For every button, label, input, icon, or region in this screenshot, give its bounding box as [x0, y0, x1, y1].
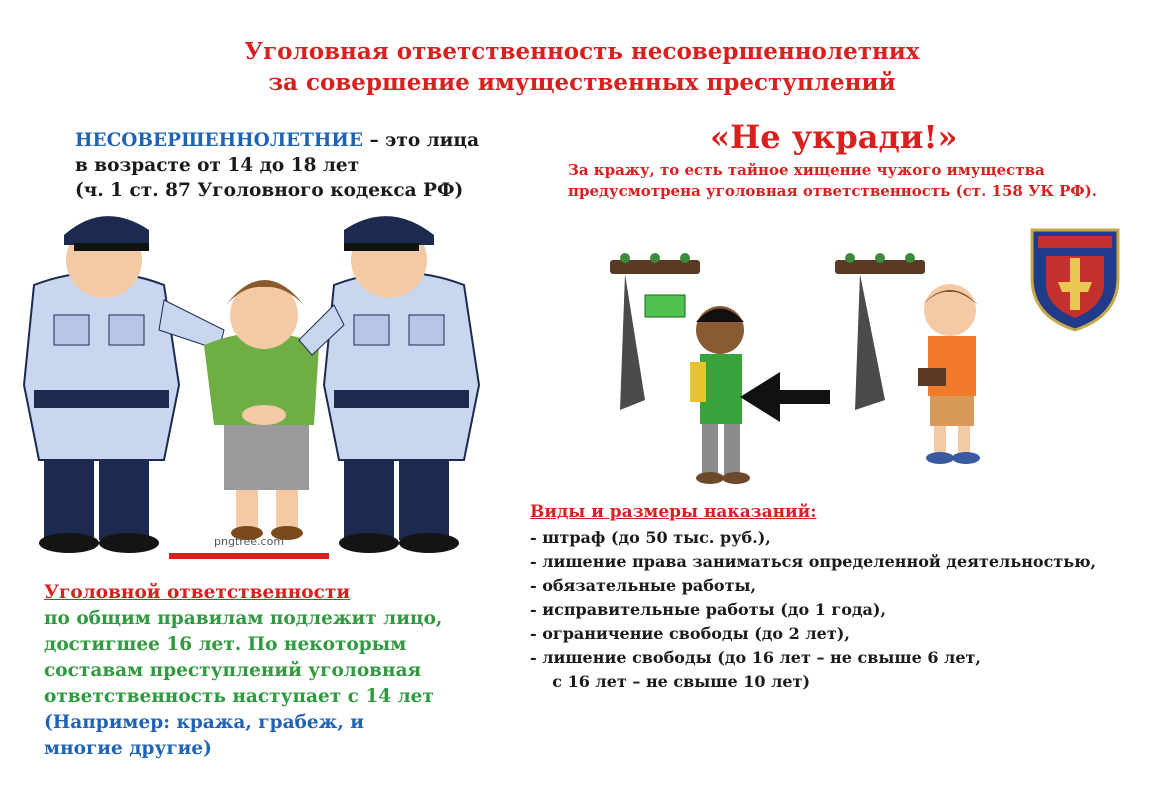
- penalty-item: - исправительные работы (до 1 года),: [530, 600, 887, 619]
- penalty-item: - лишение права заниматься определенной деятельностью,: [530, 552, 1097, 571]
- penalty-item: с 16 лет – не свыше 10 лет): [530, 672, 811, 691]
- liability-heading: Уголовной ответственности: [44, 582, 351, 603]
- liability-line-1: по общим правилам подлежит лицо,: [44, 608, 443, 629]
- police-arrest-illustration: [14, 205, 490, 561]
- liability-line-4: ответственность наступает с 14 лет: [44, 686, 434, 707]
- left-coat-rack: [610, 253, 700, 410]
- penalty-item: - обязательные работы,: [530, 576, 757, 595]
- title-line-2: за совершение имущественных преступлений: [268, 69, 896, 96]
- theft-line-2: предусмотрена уголовная ответственность (ст. 158 УК РФ).: [568, 182, 1097, 200]
- liability-line-2: достигшее 16 лет. По некоторым: [44, 634, 407, 655]
- liability-line-3: составам преступлений уголовная: [44, 660, 422, 681]
- watermark-text: pngtree.com: [214, 535, 285, 548]
- boy-with-wallet-figure: [918, 284, 980, 464]
- liability-example-1: (Например: кража, грабеж, и: [44, 712, 364, 733]
- theft-note: [568, 160, 1128, 202]
- walking-boy-figure: [690, 306, 750, 484]
- theft-sequence-illustration: [600, 250, 1020, 495]
- slogan: «Не укради!»: [710, 118, 958, 156]
- penalty-item: - ограничение свободы (до 2 лет),: [530, 624, 850, 643]
- penalties-heading: Виды и размеры наказаний:: [530, 502, 817, 522]
- definition-age: в возрасте от 14 до 18 лет: [75, 155, 360, 176]
- definition-law-ref: (ч. 1 ст. 87 Уголовного кодекса РФ): [75, 180, 464, 201]
- prosecutor-emblem-icon: [1028, 222, 1122, 334]
- penalty-item: - штраф (до 50 тыс. руб.),: [530, 528, 771, 547]
- definition-rest: – это лица: [363, 130, 480, 151]
- definition-block: [75, 128, 515, 203]
- theft-line-1: За кражу, то есть тайное хищение чужого имущества: [568, 161, 1045, 179]
- liability-example-2: многие другие): [44, 738, 212, 759]
- left-arrow-icon: [740, 372, 830, 422]
- page-title: [0, 36, 1164, 98]
- penalties-block: [530, 500, 1130, 694]
- definition-term: НЕСОВЕРШЕННОЛЕТНИЕ: [75, 130, 363, 151]
- penalty-item: - лишение свободы (до 16 лет – не свыше 6 лет,: [530, 648, 981, 667]
- title-line-1: Уголовная ответственность несовершеннолетних: [244, 38, 920, 65]
- liability-block: [44, 580, 464, 762]
- right-coat-rack: [835, 253, 925, 410]
